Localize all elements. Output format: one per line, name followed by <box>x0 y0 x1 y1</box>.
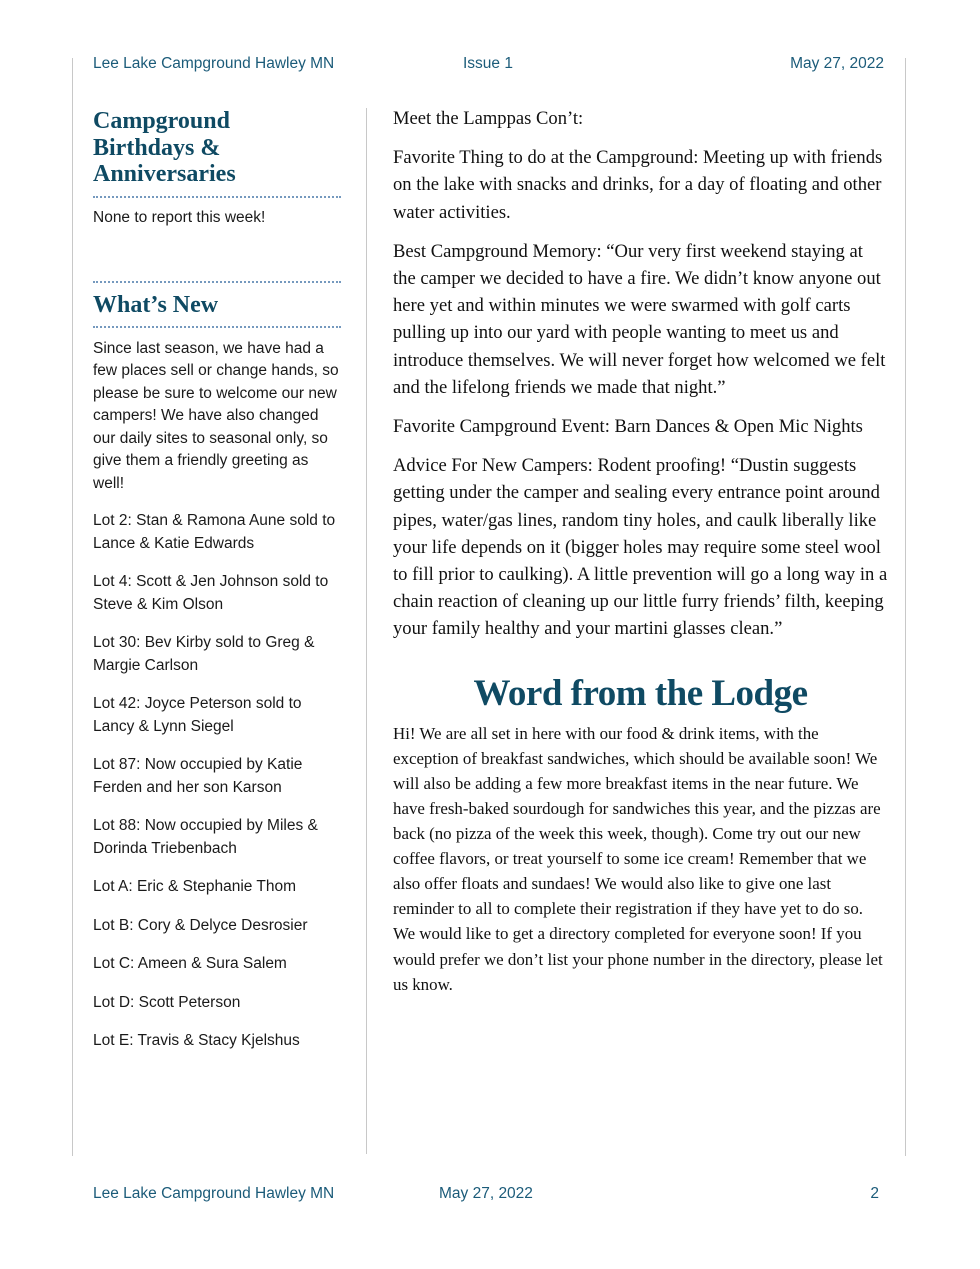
favorite-event-paragraph: Favorite Campground Event: Barn Dances & Open Mic Nights <box>393 416 863 438</box>
lot-change-item: Lot C: Ameen & Sura Salem <box>93 955 287 972</box>
dotted-divider <box>93 281 341 283</box>
column-divider <box>366 108 367 1154</box>
birthdays-body: None to report this week! <box>93 208 266 226</box>
birthdays-heading-line: Anniversaries <box>93 161 236 187</box>
advice-paragraph: Advice For New Campers: Rodent proofing! “Dustin suggests getting under the camper and sealing every entrance point around pipes, water/gas lines, random tiny holes, and caulk liberally like your life depends on it (bigger holes may require some steel wool to fill prior to caulking). A little prevention will go a long way in a chain reaction of cleaning up our little furry friends’ filth, keeping your family healthy and your martini glasses clean.” <box>393 455 888 640</box>
whats-new-heading: What’s New <box>93 292 219 318</box>
dotted-divider <box>93 326 341 328</box>
page-number: 2 <box>870 1185 879 1202</box>
left-page-rule <box>72 58 73 1156</box>
header-publication-name: Lee Lake Campground Hawley MN <box>93 55 335 72</box>
header-date: May 27, 2022 <box>790 55 884 72</box>
whats-new-intro: Since last season, we have had a few places sell or change hands, so please be sure to welcome our new campers! We have also changed our daily sites to seasonal only, so give them a friendly greeting as well! <box>93 339 339 492</box>
birthdays-heading-line: Campground <box>93 108 230 134</box>
lot-change-item: Lot 88: Now occupied by Miles & Dorinda Triebenbach <box>93 817 318 857</box>
lot-change-item: Lot A: Eric & Stephanie Thom <box>93 878 297 895</box>
lodge-body: Hi! We are all set in here with our food & drink items, with the exception of breakfast sandwiches, which should be available soon! We will also be adding a few more breakfast items in the near future. We have fresh-baked sourdough for sandwiches this year, and the pizzas are back (no pizza of the week this week, though). Come try out our new coffee flavors, or treat yourself to some ice cream! Remember that we also offer floats and sundaes! We would also like to give one last reminder to all to complete their registration if they have yet to do so. We would like to get a directory completed for everyone soon! If you would prefer we don’t list your phone number in the directory, please let us know. <box>393 723 883 994</box>
page-footer <box>93 1185 884 1205</box>
favorite-thing-paragraph: Favorite Thing to do at the Campground: Meeting up with friends on the lake with snacks and drinks, for a day of floating and other water activities. <box>393 147 883 223</box>
whats-new-section <box>93 281 343 1053</box>
right-page-rule <box>905 58 906 1156</box>
footer-date: May 27, 2022 <box>439 1185 533 1202</box>
birthdays-section <box>93 108 343 229</box>
footer-publication-name: Lee Lake Campground Hawley MN <box>93 1185 335 1202</box>
lot-change-item: Lot 30: Bev Kirby sold to Greg & Margie Carlson <box>93 634 315 674</box>
lot-change-item: Lot 42: Joyce Peterson sold to Lancy & Lynn Siegel <box>93 695 302 735</box>
birthdays-heading-line: Birthdays & <box>93 134 221 161</box>
header-issue: Issue 1 <box>463 55 513 72</box>
lot-change-item: Lot 2: Stan & Ramona Aune sold to Lance & Katie Edwards <box>93 512 336 552</box>
dotted-divider <box>93 196 341 198</box>
sidebar <box>93 108 343 1069</box>
lodge-heading: Word from the Lodge <box>473 672 808 714</box>
lot-change-item: Lot B: Cory & Delyce Desrosier <box>93 916 308 934</box>
meet-heading: Meet the Lamppas Con’t: <box>393 108 584 129</box>
lot-changes-list <box>93 510 343 1053</box>
lot-change-item: Lot D: Scott Peterson <box>93 993 241 1011</box>
lot-change-item: Lot 4: Scott & Jen Johnson sold to Steve & Kim Olson <box>93 573 329 613</box>
lot-change-item: Lot 87: Now occupied by Katie Ferden and her son Karson <box>93 756 303 796</box>
main-column <box>393 105 888 997</box>
best-memory-paragraph: Best Campground Memory: “Our very first weekend staying at the camper we decided to have a fire. We didn’t know anyone out here yet and within minutes we were swarmed with golf carts pulling up into our yard with people wanting to meet us and introduce themselves. We will never forget how welcomed we felt and the lifelong friends we made that night.” <box>393 240 886 398</box>
lot-change-item: Lot E: Travis & Stacy Kjelshus <box>93 1032 300 1049</box>
birthdays-heading <box>93 108 343 188</box>
page-header <box>93 55 884 75</box>
